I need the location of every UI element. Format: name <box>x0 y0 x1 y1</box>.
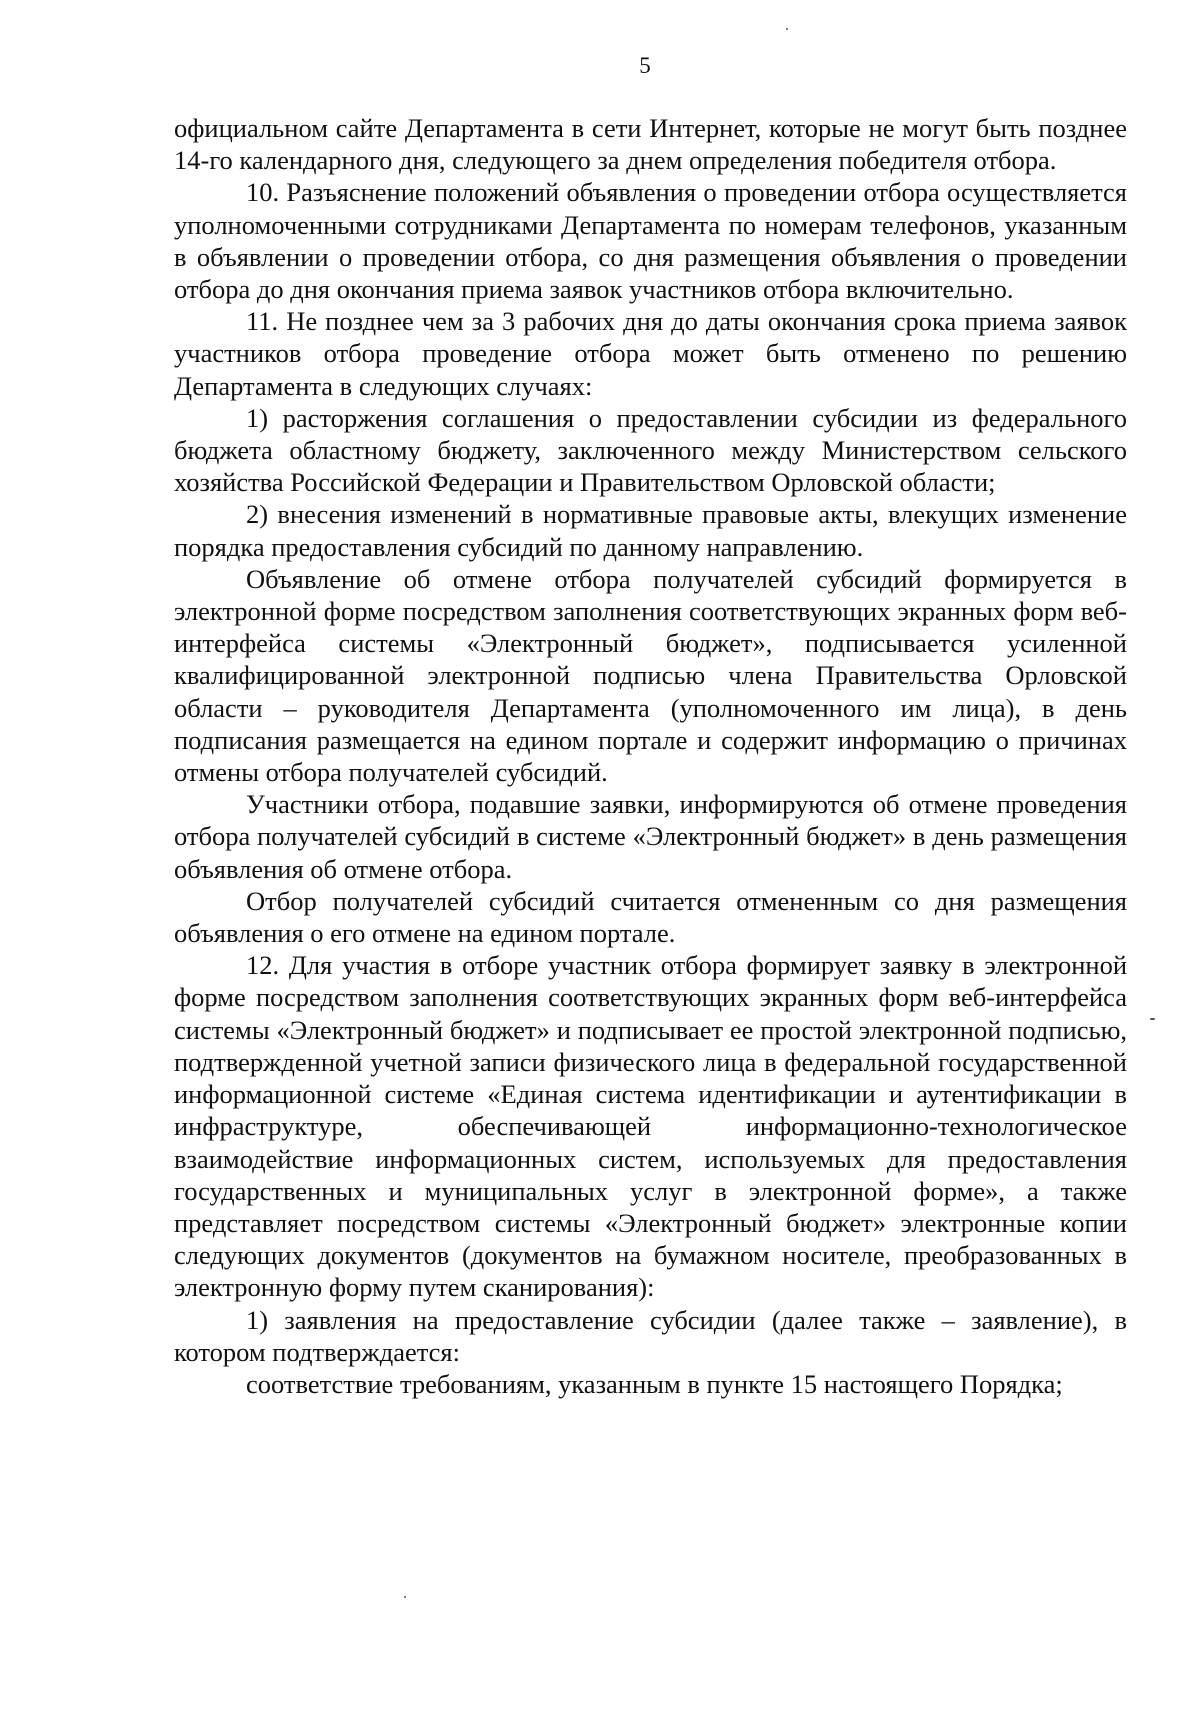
scan-speck <box>786 28 788 30</box>
paragraph: официальном сайте Департамента в сети Интернет, которые не могут быть позднее 14-го календарного дня, следующего за днем определения победителя отбора. <box>174 113 1127 176</box>
paragraph: Отбор получателей субсидий считается отмененным со дня размещения объявления о его отмене на едином портале. <box>174 885 1127 949</box>
paragraph: соответствие требованиям, указанным в пункте 15 настоящего Порядка; <box>246 1368 1063 1399</box>
document-body <box>174 112 1127 1400</box>
page-number: 5 <box>639 53 651 78</box>
paragraph: 1) расторжения соглашения о предоставлении субсидии из федерального бюджета областному бюджету, заключенного между Министерством сельского хозяйства Российской Федерации и Правительством Орловской области; <box>174 402 1127 498</box>
paragraph: 2) внесения изменений в нормативные правовые акты, влекущих изменение порядка предоставления субсидий по данному направлению. <box>174 499 1127 562</box>
scan-speck <box>404 1596 406 1598</box>
paragraph: 10. Разъяснение положений объявления о проведении отбора осуществляется уполномоченными сотрудниками Департамента по номерам телефонов, указанным в объявлении о проведении отбора, со дня размещения объявления о проведении отбора до дня окончания приема заявок участников отбора включительно. <box>174 177 1127 305</box>
scan-speck <box>1150 1018 1155 1020</box>
paragraph: 12. Для участия в отборе участник отбора формирует заявку в электронной форме посредством заполнения соответствующих экранных форм веб-интерфейса системы «Электронный бюджет» и подписывает ее простой электронной подписью, подтвержденной учетной записи физического лица в федеральной государственной информационной системе «Единая система идентификации и аутентификации в инфраструктуре, обеспечивающей информационно-технологическое взаимодействие информационных систем, используемых для предоставления государственных и муниципальных услуг в электронной форме», а также представляет посредством системы «Электронный бюджет» электронные копии следующих документов (документов на бумажном носителе, преобразованных в электронную форму путем сканирования): <box>174 950 1127 1303</box>
paragraph: Объявление об отмене отбора получателей субсидий формируется в электронной форме посредством заполнения соответствующих экранных форм веб-интерфейса системы «Электронный бюджет», подписывается усиленной квалифицированной электронной подписью члена Правительства Орловской области – руководителя Департамента (уполномоченного им лица), в день подписания размещается на едином портале и содержит информацию о причинах отмены отбора получателей субсидий. <box>174 563 1127 788</box>
paragraph: 1) заявления на предоставление субсидии (далее также – заявление), в котором подтверждается: <box>174 1304 1127 1367</box>
paragraph: Участники отбора, подавшие заявки, информируются об отмене проведения отбора получателей субсидий в системе «Электронный бюджет» в день размещения объявления об отмене отбора. <box>174 789 1127 884</box>
paragraph: 11. Не позднее чем за 3 рабочих дня до даты окончания срока приема заявок участников отбора проведение отбора может быть отменено по решению Департамента в следующих случаях: <box>174 306 1127 401</box>
